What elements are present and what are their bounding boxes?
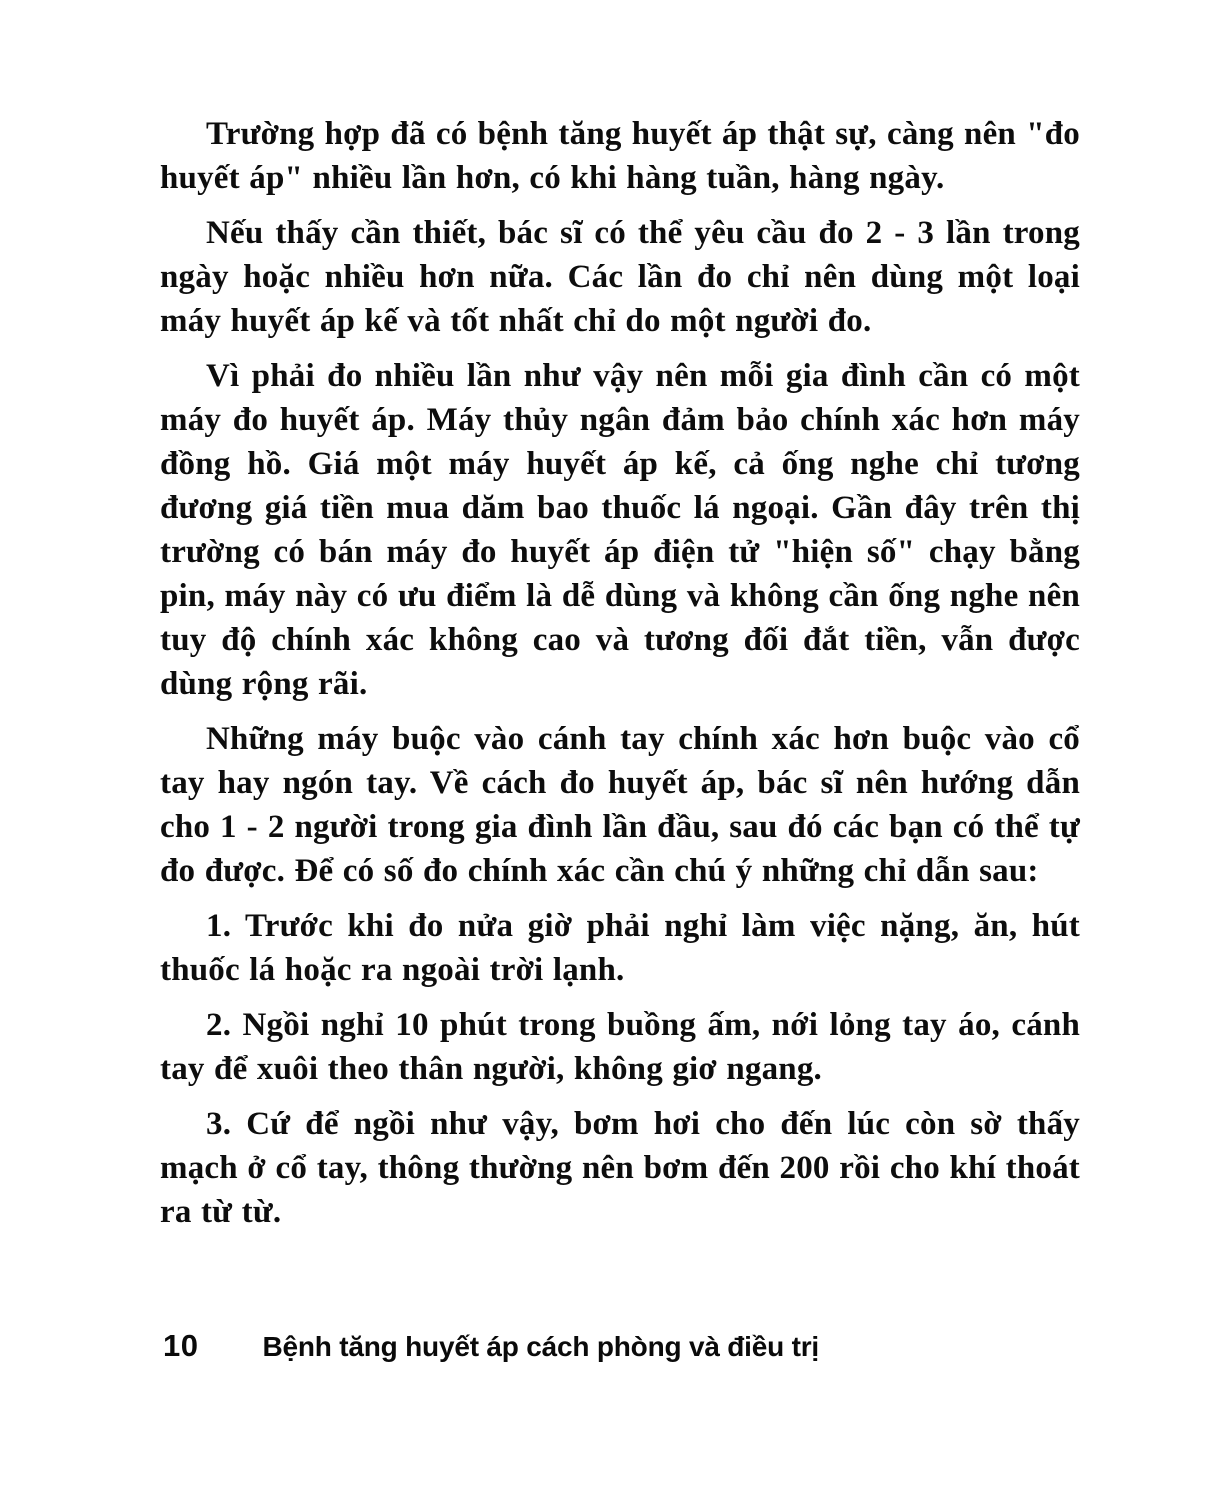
paragraph: Vì phải đo nhiều lần như vậy nên mỗi gia đình cần có một máy đo huyết áp. Máy thủy ngân đảm bảo chính xác hơn máy đồng hồ. Giá một máy huyết áp kế, cả ống nghe chỉ tương đương giá tiền mua dăm bao thuốc lá ngoại. Gần đây trên thị trường có bán máy đo huyết áp điện tử "hiện số" chạy bằng pin, máy này có ưu điểm là dễ dùng và không cần ống nghe nên tuy độ chính xác không cao và tương đối đắt tiền, vẫn được dùng rộng rãi. [160,358,1080,702]
paragraph: Những máy buộc vào cánh tay chính xác hơn buộc vào cổ tay hay ngón tay. Về cách đo huyết áp, bác sĩ nên hướng dẫn cho 1 - 2 người trong gia đình lần đầu, sau đó các bạn có thể tự đo được. Để có số đo chính xác cần chú ý những chỉ dẫn sau: [160,721,1080,889]
paragraph: Nếu thấy cần thiết, bác sĩ có thể yêu cầu đo 2 - 3 lần trong ngày hoặc nhiều hơn nữa. Các lần đo chỉ nên dùng một loại máy huyết áp kế và tốt nhất chỉ do một người đo. [160,215,1080,339]
body-text [160,112,1080,1245]
running-title: Bệnh tăng huyết áp cách phòng và điều trị [262,1331,820,1362]
list-item-1: 1. Trước khi đo nửa giờ phải nghỉ làm việc nặng, ăn, hút thuốc lá hoặc ra ngoài trời lạnh. [160,908,1080,988]
list-item-3: 3. Cứ để ngồi như vậy, bơm hơi cho đến lúc còn sờ thấy mạch ở cổ tay, thông thường nên bơm đến 200 rồi cho khí thoát ra từ từ. [160,1106,1080,1230]
page-footer [163,1328,1083,1364]
paragraph: Trường hợp đã có bệnh tăng huyết áp thật sự, càng nên "đo huyết áp" nhiều lần hơn, có khi hàng tuần, hàng ngày. [160,116,1080,196]
list-item-2: 2. Ngồi nghỉ 10 phút trong buồng ấm, nới lỏng tay áo, cánh tay để xuôi theo thân người, không giơ ngang. [160,1007,1080,1087]
page-number: 10 [163,1328,199,1363]
